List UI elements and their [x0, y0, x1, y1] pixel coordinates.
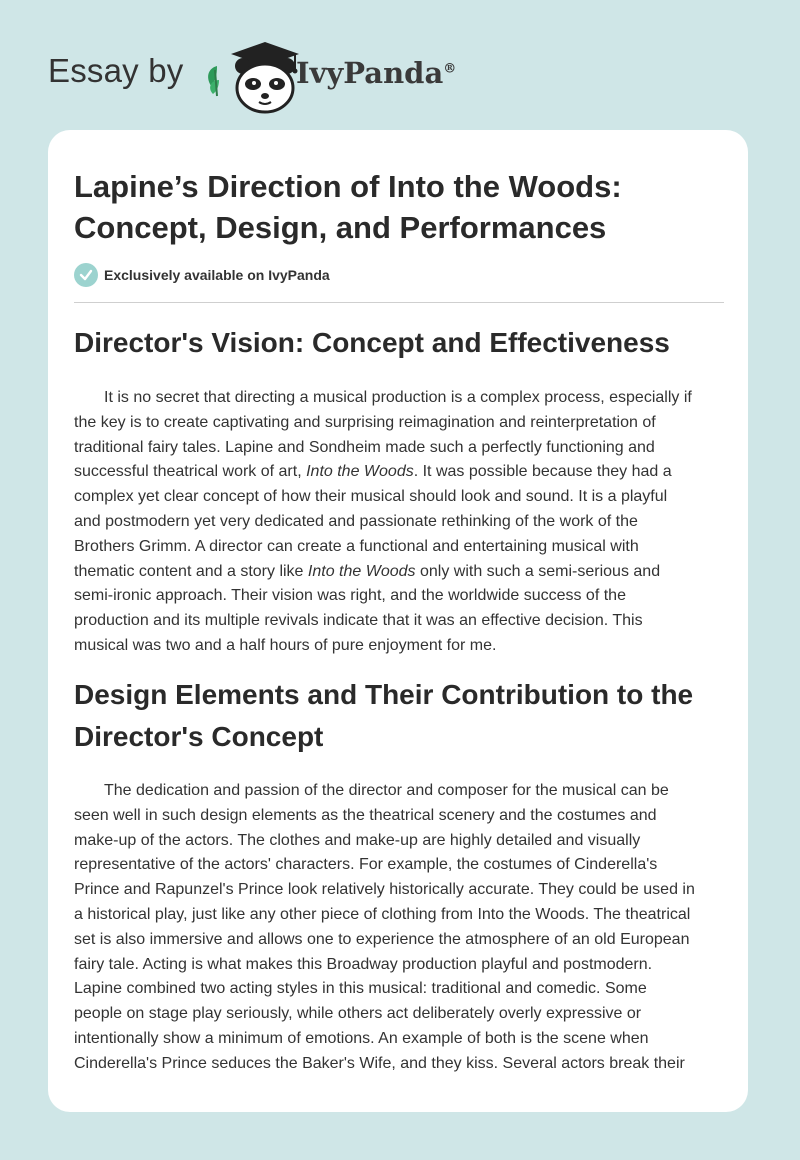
check-icon [74, 263, 98, 287]
paragraph-line: fairy tale. Acting is what makes this Broadway production playful and postmodern. [74, 955, 653, 973]
paragraph-line: a historical play, just like any other piece of clothing from Into the Woods. The theatrical [74, 905, 691, 923]
site-header [48, 36, 548, 116]
panda-logo-icon[interactable] [203, 36, 303, 114]
paragraph-line: Brothers Grimm. A director can create a functional and entertaining musical with [74, 537, 639, 555]
paragraph-line: set is also immersive and allows one to experience the atmosphere of an old European [74, 930, 690, 948]
paragraph-line: the key is to create captivating and surprising reimagination and reinterpretation of [74, 413, 656, 431]
page-title: Lapine’s Direction of Into the Woods: Concept, Design, and Performances [74, 169, 622, 245]
brand-name[interactable]: IvyPanda® [296, 56, 457, 90]
paragraph-line: Prince and Rapunzel's Prince look relatively historically accurate. They could be used in [74, 881, 695, 899]
paragraph-line: seen well in such design elements as the theatrical scenery and the costumes and [74, 806, 657, 824]
paragraph-line: It is no secret that directing a musical production is a complex process, especially if [104, 389, 692, 406]
paragraph-line: musical was two and a half hours of pure enjoyment for me. [74, 636, 497, 654]
paragraph-line: thematic content and a story like Into the Woods only with such a semi-serious and [74, 562, 661, 580]
paragraph-line: representative of the actors' characters. For example, the costumes of Cinderella's [74, 856, 658, 874]
italic-title: Into the Woods [307, 562, 416, 580]
essay-by-label: Essay by [48, 52, 184, 89]
paragraph-line: successful theatrical work of art, Into the Woods. It was possible because they had a [74, 463, 672, 481]
paragraph-line: people on stage play seriously, while others act deliberately overly expressive or [74, 1005, 642, 1023]
paragraph-line: semi-ironic approach. Their vision was right, and the worldwide success of the [74, 587, 626, 605]
section-heading-directors-vision: Director's Vision: Concept and Effectiveness [74, 327, 670, 358]
exclusive-badge-text: Exclusively available on IvyPanda [104, 267, 330, 283]
section-heading-design-elements: Design Elements and Their Contribution to the Director's Concept [74, 679, 694, 752]
paragraph-line: complex yet clear concept of how their musical should look and sound. It is a playful [74, 488, 668, 506]
divider [74, 302, 724, 303]
essay-card [48, 130, 748, 1112]
italic-title: Into the Woods [306, 463, 414, 481]
paragraph-line: The dedication and passion of the director and composer for the musical can be [104, 782, 669, 799]
paragraph-design-elements [74, 779, 724, 1077]
paragraph-line: intentionally show a minimum of emotions. An example of both is the scene when [74, 1029, 649, 1047]
paragraph-line: Lapine combined two acting styles in this musical: traditional and comedic. Some [74, 980, 647, 998]
paragraph-line: traditional fairy tales. Lapine and Sondheim made such a perfectly functioning and [74, 438, 655, 456]
paragraph-line: production and its multiple revivals indicate that it was an effective decision. This [74, 612, 643, 630]
paragraph-line: Cinderella's Prince seduces the Baker's Wife, and they kiss. Several actors break their [74, 1054, 685, 1072]
paragraph-directors-vision [74, 386, 724, 659]
registered-mark: ® [443, 61, 457, 77]
exclusive-badge [74, 263, 330, 287]
paragraph-line: make-up of the actors. The clothes and make-up are highly detailed and visually [74, 831, 641, 849]
paragraph-line: and postmodern yet very dedicated and passionate rethinking of the work of the [74, 512, 638, 530]
